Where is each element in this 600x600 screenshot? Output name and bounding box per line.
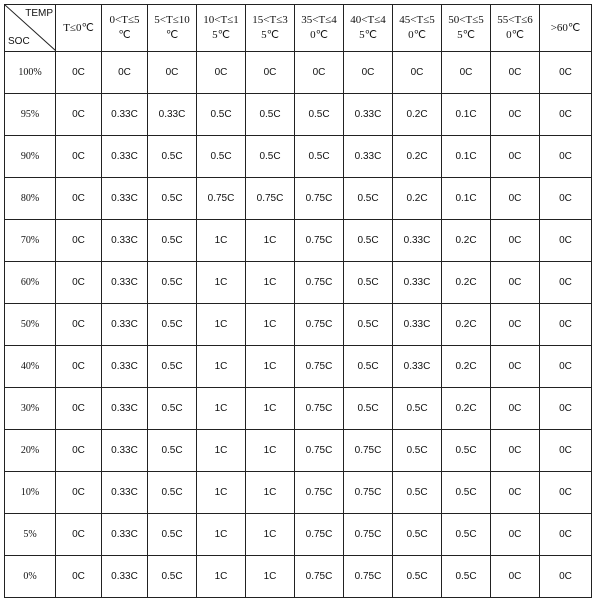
charge-rate-cell: 0.33C [102, 556, 148, 598]
temp-range-header [56, 5, 102, 52]
table-row [5, 472, 592, 514]
table-row [5, 52, 592, 94]
charge-rate-cell: 0.5C [393, 514, 442, 556]
charge-rate-cell: 0.5C [148, 136, 197, 178]
charge-rate-cell: 0.2C [442, 388, 491, 430]
charge-rate-cell: 0.33C [148, 94, 197, 136]
charge-rate-cell: 1C [197, 388, 246, 430]
charge-rate-cell: 0C [491, 472, 540, 514]
charge-rate-cell: 1C [197, 220, 246, 262]
charge-rate-cell: 0C [540, 514, 592, 556]
charge-rate-cell: 0.33C [344, 136, 393, 178]
charge-rate-cell: 0.5C [393, 472, 442, 514]
charge-rate-cell: 0.5C [344, 388, 393, 430]
charge-rate-cell: 0.5C [246, 136, 295, 178]
charge-rate-cell: 0C [56, 514, 102, 556]
charge-rate-cell: 0.2C [393, 178, 442, 220]
temp-range-header-line: 45<T≤5 [399, 14, 435, 26]
charge-rate-cell: 0.5C [148, 514, 197, 556]
charge-rate-cell: 0.5C [148, 388, 197, 430]
charge-rate-cell: 0.5C [393, 388, 442, 430]
temp-range-header [344, 5, 393, 52]
charge-rate-cell: 0C [540, 430, 592, 472]
charge-rate-cell: 0.33C [102, 346, 148, 388]
charge-rate-cell: 0C [540, 136, 592, 178]
temp-range-header [295, 5, 344, 52]
temp-range-header-line: 5<T≤10 [154, 14, 190, 26]
charge-rate-cell: 0.5C [148, 262, 197, 304]
temp-range-header [102, 5, 148, 52]
charge-rate-cell: 0C [491, 304, 540, 346]
charge-rate-cell: 0.5C [442, 430, 491, 472]
soc-label-cell: 10% [5, 472, 56, 514]
charge-rate-cell: 0.33C [102, 178, 148, 220]
charge-rate-cell: 0C [56, 220, 102, 262]
charge-rate-cell: 0C [56, 136, 102, 178]
charge-rate-cell: 1C [197, 472, 246, 514]
charge-rate-cell: 1C [246, 514, 295, 556]
charge-rate-cell: 0.5C [344, 220, 393, 262]
charge-rate-cell: 0.5C [344, 346, 393, 388]
charge-rate-cell: 0C [491, 346, 540, 388]
corner-header-cell [5, 5, 56, 52]
charge-rate-cell: 0.75C [344, 430, 393, 472]
charge-rate-cell: 0C [56, 304, 102, 346]
charge-rate-cell: 0C [442, 52, 491, 94]
charge-rate-cell: 0C [491, 136, 540, 178]
charge-rate-cell: 0C [56, 430, 102, 472]
temp-range-header-line: 10<T≤1 [203, 14, 239, 26]
charge-rate-cell: 0.5C [148, 178, 197, 220]
charge-rate-cell: 0.2C [442, 304, 491, 346]
temp-range-header [197, 5, 246, 52]
charge-rate-cell: 0C [540, 178, 592, 220]
charge-rate-cell: 0.33C [393, 262, 442, 304]
charge-rate-cell: 0.75C [295, 304, 344, 346]
charge-rate-cell: 1C [246, 346, 295, 388]
temp-range-header-line: 5℃ [359, 29, 377, 41]
charge-rate-cell: 0C [393, 52, 442, 94]
charge-rate-cell: 0C [295, 52, 344, 94]
charge-rate-cell: 0.5C [197, 94, 246, 136]
charge-rate-cell: 1C [246, 262, 295, 304]
charge-rate-cell: 0.33C [344, 94, 393, 136]
temp-range-header-line: >60℃ [550, 21, 581, 34]
charge-rate-cell: 0.5C [393, 556, 442, 598]
table-body [5, 52, 592, 598]
charge-rate-cell: 0.75C [295, 556, 344, 598]
temp-range-header-line: T≤0℃ [63, 21, 94, 34]
charge-rate-cell: 0.2C [442, 262, 491, 304]
table-row [5, 514, 592, 556]
charge-rate-cell: 0.33C [102, 514, 148, 556]
temp-range-header-line: 40<T≤4 [350, 14, 386, 26]
charge-rate-cell: 0.5C [442, 472, 491, 514]
charge-rate-cell: 0.5C [148, 472, 197, 514]
charge-rate-cell: 0C [491, 430, 540, 472]
temp-range-header-line: 55<T≤6 [497, 14, 533, 26]
charge-rate-cell: 0.5C [442, 514, 491, 556]
table-row [5, 262, 592, 304]
soc-label-cell: 50% [5, 304, 56, 346]
charge-rate-cell: 0.33C [393, 220, 442, 262]
charge-rate-cell: 0C [540, 52, 592, 94]
table-row [5, 178, 592, 220]
soc-label-cell: 5% [5, 514, 56, 556]
charge-rate-cell: 1C [197, 346, 246, 388]
charge-rate-cell: 1C [246, 556, 295, 598]
charge-rate-cell: 0.75C [295, 262, 344, 304]
charge-rate-cell: 0C [491, 52, 540, 94]
soc-label-cell: 30% [5, 388, 56, 430]
charge-rate-cell: 0C [56, 346, 102, 388]
soc-label-cell: 0% [5, 556, 56, 598]
charge-rate-cell: 0.1C [442, 178, 491, 220]
temp-range-header-line: ℃ [165, 29, 179, 41]
charge-rate-cell: 0C [540, 346, 592, 388]
temp-range-header [491, 5, 540, 52]
charge-rate-cell: 0C [540, 304, 592, 346]
charge-rate-cell: 0C [56, 178, 102, 220]
charge-rate-cell: 1C [246, 430, 295, 472]
charge-rate-cell: 0C [197, 52, 246, 94]
table-row [5, 388, 592, 430]
soc-label-cell: 95% [5, 94, 56, 136]
charge-rate-cell: 0.5C [295, 136, 344, 178]
charge-rate-cell: 0C [540, 556, 592, 598]
charge-rate-cell: 0.75C [295, 430, 344, 472]
temp-range-header-line: 5℃ [261, 29, 279, 41]
charge-rate-cell: 0C [491, 556, 540, 598]
charge-rate-cell: 0.33C [102, 262, 148, 304]
temp-range-header-line: 0<T≤5 [109, 14, 140, 26]
charge-rate-cell: 0.2C [442, 346, 491, 388]
charge-rate-table [4, 4, 592, 598]
charge-rate-cell: 1C [197, 304, 246, 346]
temp-range-header [148, 5, 197, 52]
charge-rate-cell: 1C [197, 556, 246, 598]
charge-rate-cell: 0C [491, 514, 540, 556]
charge-rate-cell: 0.75C [344, 472, 393, 514]
charge-rate-cell: 0.5C [148, 346, 197, 388]
charge-rate-cell: 0.5C [393, 430, 442, 472]
table-row [5, 346, 592, 388]
temp-range-header-line: 0℃ [506, 29, 524, 41]
temp-range-header-line: 5℃ [212, 29, 230, 41]
charge-rate-cell: 0.75C [246, 178, 295, 220]
charge-rate-cell: 1C [246, 220, 295, 262]
charge-rate-cell: 0.33C [393, 304, 442, 346]
table-row [5, 430, 592, 472]
charge-rate-cell: 0.2C [442, 220, 491, 262]
charge-rate-cell: 0.75C [295, 472, 344, 514]
charge-rate-cell: 0C [540, 472, 592, 514]
charge-rate-cell: 0C [344, 52, 393, 94]
charge-rate-cell: 0.1C [442, 94, 491, 136]
temp-range-header [442, 5, 491, 52]
charge-rate-cell: 0.75C [344, 514, 393, 556]
charge-rate-cell: 0C [56, 472, 102, 514]
charge-rate-cell: 0.75C [295, 388, 344, 430]
temp-range-header-line: 0℃ [310, 29, 328, 41]
table-row [5, 556, 592, 598]
charge-rate-cell: 0.5C [344, 262, 393, 304]
charge-rate-cell: 0.33C [102, 388, 148, 430]
charge-rate-cell: 0.5C [344, 178, 393, 220]
charge-rate-cell: 1C [197, 514, 246, 556]
charge-rate-cell: 0C [246, 52, 295, 94]
charge-rate-cell: 0.5C [246, 94, 295, 136]
charge-rate-cell: 0.75C [344, 556, 393, 598]
table-row [5, 94, 592, 136]
charge-rate-cell: 0.33C [102, 430, 148, 472]
header-row [5, 5, 592, 52]
charge-rate-cell: 1C [197, 430, 246, 472]
temp-axis-label: TEMP [25, 8, 53, 19]
charge-rate-cell: 0C [56, 52, 102, 94]
charge-rate-cell: 1C [246, 388, 295, 430]
charge-rate-cell: 0.33C [102, 304, 148, 346]
charge-rate-cell: 0.5C [295, 94, 344, 136]
temp-range-header-line: 0℃ [408, 29, 426, 41]
charge-rate-cell: 0C [148, 52, 197, 94]
temp-range-header-line: 35<T≤4 [301, 14, 337, 26]
charge-rate-cell: 0.5C [148, 220, 197, 262]
charge-rate-cell: 0C [56, 94, 102, 136]
charge-rate-cell: 0.75C [295, 178, 344, 220]
charge-rate-cell: 0.5C [442, 556, 491, 598]
charge-rate-cell: 0C [491, 262, 540, 304]
charge-rate-cell: 0.33C [102, 94, 148, 136]
table-row [5, 136, 592, 178]
charge-rate-cell: 0.33C [102, 472, 148, 514]
temp-range-header [246, 5, 295, 52]
table-row [5, 304, 592, 346]
charge-rate-cell: 0C [56, 556, 102, 598]
charge-rate-cell: 0.75C [295, 346, 344, 388]
soc-label-cell: 80% [5, 178, 56, 220]
soc-label-cell: 90% [5, 136, 56, 178]
charge-rate-cell: 0.5C [344, 304, 393, 346]
charge-rate-cell: 0C [102, 52, 148, 94]
charge-rate-cell: 0C [491, 178, 540, 220]
charge-rate-cell: 0C [491, 388, 540, 430]
charge-rate-cell: 1C [246, 304, 295, 346]
charge-rate-cell: 1C [246, 472, 295, 514]
charge-rate-cell: 0C [491, 94, 540, 136]
charge-rate-cell: 0.2C [393, 94, 442, 136]
charge-rate-cell: 0C [56, 262, 102, 304]
temp-range-header-line: 15<T≤3 [252, 14, 288, 26]
soc-axis-label: SOC [8, 36, 30, 47]
charge-rate-cell: 0C [56, 388, 102, 430]
soc-label-cell: 100% [5, 52, 56, 94]
soc-label-cell: 60% [5, 262, 56, 304]
charge-rate-cell: 0.5C [148, 556, 197, 598]
temp-range-header-line: 5℃ [457, 29, 475, 41]
charge-rate-cell: 0.5C [148, 430, 197, 472]
charge-rate-cell: 0.75C [295, 514, 344, 556]
charge-rate-cell: 0.33C [393, 346, 442, 388]
charge-rate-cell: 0C [491, 220, 540, 262]
charge-rate-cell: 1C [197, 262, 246, 304]
charge-rate-cell: 0C [540, 388, 592, 430]
temp-range-header-line: 50<T≤5 [448, 14, 484, 26]
charge-rate-cell: 0.33C [102, 136, 148, 178]
charge-rate-cell: 0.33C [102, 220, 148, 262]
charge-rate-cell: 0.2C [393, 136, 442, 178]
charge-rate-cell: 0.5C [148, 304, 197, 346]
charge-rate-cell: 0C [540, 220, 592, 262]
temp-range-header [540, 5, 592, 52]
table-row [5, 220, 592, 262]
soc-label-cell: 40% [5, 346, 56, 388]
temp-range-header-line: ℃ [118, 29, 131, 41]
charge-rate-cell: 0.5C [197, 136, 246, 178]
temp-range-header [393, 5, 442, 52]
soc-label-cell: 20% [5, 430, 56, 472]
charge-rate-cell: 0C [540, 262, 592, 304]
charge-rate-cell: 0C [540, 94, 592, 136]
charge-rate-cell: 0.75C [295, 220, 344, 262]
soc-label-cell: 70% [5, 220, 56, 262]
charge-rate-cell: 0.75C [197, 178, 246, 220]
charge-rate-cell: 0.1C [442, 136, 491, 178]
